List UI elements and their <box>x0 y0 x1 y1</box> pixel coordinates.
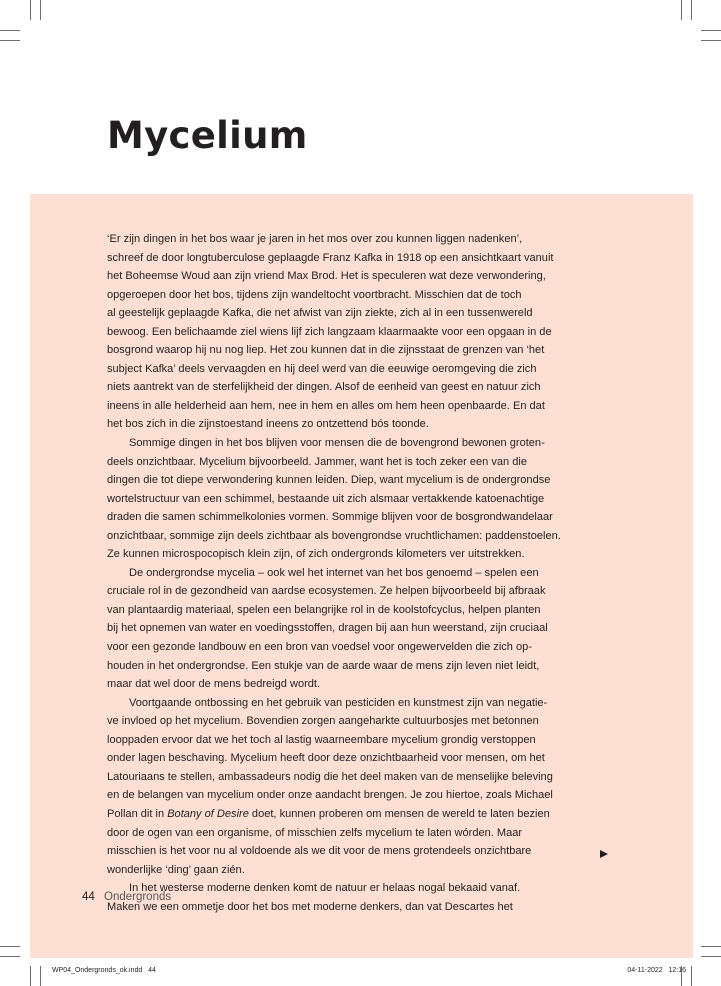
body-line: ‘Er zijn dingen in het bos waar je jaren in het mos over zou kunnen liggen nadenken’, <box>107 233 523 245</box>
body-line-part: Pollan dit in <box>107 807 168 820</box>
body-line: De ondergrondse mycelia – ook wel het internet van het bos genoemd – spelen een <box>129 566 539 579</box>
body-line: van plantaardig materiaal, spelen een belangrijke rol in de koolstofcyclus, helpen planten <box>107 603 541 616</box>
body-line-part: doet, kunnen proberen om mensen de wereld te laten bezien <box>248 807 550 820</box>
body-line: wortelstructuur van een schimmel, bestaande uit zich alsmaar vertakkende katoenachtige <box>107 492 545 505</box>
folio <box>82 891 171 903</box>
body-line: looppaden ervoor dat we het toch al lastig waarneembare mycelium grondig verstoppen <box>107 733 536 746</box>
crop-mark <box>701 40 721 41</box>
body-line: onder lagen beschaving. Mycelium heeft door deze onzichtbaarheid voor mensen, om het <box>107 752 545 765</box>
crop-mark <box>701 946 721 947</box>
slug-file-name: WP04_Ondergronds_ok.indd 44 <box>52 967 156 974</box>
body-line: onzichtbaar, sommige zijn deels zichtbaar als bovengrondse vruchtlichamen: paddenstoelen. <box>107 529 561 542</box>
body-line: bosgrond waarop hij nu nog liep. Het zou kunnen dat in die zijnsstaat de grenzen van ‘het <box>107 344 545 357</box>
body-line: Maken we een ommetje door het bos met moderne denkers, dan vat Descartes het <box>107 900 513 913</box>
crop-mark <box>40 966 41 986</box>
body-line: Voortgaande ontbossing en het gebruik van pesticiden en kunstmest zijn van negatie- <box>129 696 548 709</box>
section-name: Ondergronds <box>104 891 172 903</box>
triangle-right-icon <box>600 850 608 858</box>
body-line: Ze kunnen microspocopisch klein zijn, of zich ondergronds kilometers ver uitstrekken. <box>107 548 525 561</box>
crop-mark <box>0 956 20 957</box>
body-line: wonderlijke ‘ding’ gaan zién. <box>107 863 245 876</box>
crop-mark <box>701 956 721 957</box>
body-line: al geestelijk geplaagde Kafka, die net afwist van zijn ziekte, zich al in een tussenwereld <box>107 307 533 320</box>
body-line: maar dat wel door de mens bedreigd wordt. <box>107 678 321 691</box>
body-line: In het westerse moderne denken komt de natuur er helaas nogal bekaaid vanaf. <box>129 882 521 895</box>
body-line: misschien is het voor nu al voldoende als we dit voor de mens grotendeels onzichtbare <box>107 845 532 858</box>
body-line: cruciale rol in de gezondheid van aardse ecosystemen. Ze helpen bijvoorbeeld bij afbraak <box>107 585 546 598</box>
body-line: het Boheemse Woud aan zijn vriend Max Brod. Het is speculeren wat deze verwondering, <box>107 270 546 283</box>
page-number: 44 <box>82 891 95 903</box>
page-title: Mycelium <box>107 114 308 157</box>
body-line: dingen die tot diepe verwondering kunnen leiden. Diep, want mycelium is de ondergrondse <box>107 474 551 487</box>
crop-mark <box>691 966 692 986</box>
crop-mark <box>30 966 31 986</box>
crop-mark <box>691 0 692 20</box>
crop-mark <box>0 946 20 947</box>
body-line: deels onzichtbaar. Mycelium bijvoorbeeld. Jammer, want het is toch zeker een van die <box>107 455 527 468</box>
body-line: subject Kafka’ deels vervaagden en hij deel werd van die eeuwige oeromgeving die zich <box>107 362 537 375</box>
body-line: bewoog. Een belichaamde ziel wiens lijf zich langzaam klaarmaakte voor een opgaan in de <box>107 325 552 338</box>
body-line: bij het opnemen van water en voedingsstoffen, dragen bij aan hun weerstand, zijn cruciaal <box>107 622 548 635</box>
crop-mark <box>0 30 20 31</box>
body-line: Latouriaans te stellen, ambassadeurs nodig die het deel maken van de menselijke beleving <box>107 770 553 783</box>
body-line: schreef de door longtuberculose geplaagde Franz Kafka in 1918 op een ansichtkaart vanuit <box>107 251 554 264</box>
body-line: en de belangen van mycelium onder onze aandacht brengen. Je zou hiertoe, zoals Michael <box>107 789 553 802</box>
body-line: houden in het ondergrondse. Een stukje van de aarde waar de mens zijn leven niet leidt, <box>107 659 540 672</box>
body-line: door de ogen van een organisme, of misschien zelfs mycelium te laten wórden. Maar <box>107 826 523 839</box>
body-line: opgeroepen door het bos, tijdens zijn wandeltocht voortbracht. Misschien dat de toch <box>107 288 522 301</box>
book-title: Botany of Desire <box>167 807 249 820</box>
body-line: niets aantrekt van de sterfelijkheid der dingen. Alsof de eenheid van geest en natuur zich <box>107 381 541 394</box>
crop-mark <box>30 0 31 20</box>
body-line: draden die samen schimmelkolonies vormen. Sommige blijven voor de bosgrondwandelaar <box>107 511 553 524</box>
crop-mark <box>701 30 721 31</box>
crop-mark <box>681 0 682 20</box>
body-line: voor een gezonde landbouw en een bron van voedsel voor ongewervelden die zich op- <box>107 641 532 654</box>
body-line: ve invloed op het mycelium. Bovendien zorgen aangeharkte cultuurbosjes met betonnen <box>107 715 539 728</box>
slug-date-time: 04-11-2022 12:16 <box>627 967 686 974</box>
body-line <box>107 805 614 824</box>
body-line: het bos zich in die zijnstoestand ineens zo ontzettend bós toonde. <box>107 418 429 431</box>
crop-mark <box>0 40 20 41</box>
body-line: ineens in alle helderheid aan hem, nee in hem en alles om hem heen openbaarde. En dat <box>107 399 545 412</box>
body-text <box>107 230 614 916</box>
crop-mark <box>40 0 41 20</box>
body-line: Sommige dingen in het bos blijven voor mensen die de bovengrond bewonen groten- <box>129 437 545 450</box>
